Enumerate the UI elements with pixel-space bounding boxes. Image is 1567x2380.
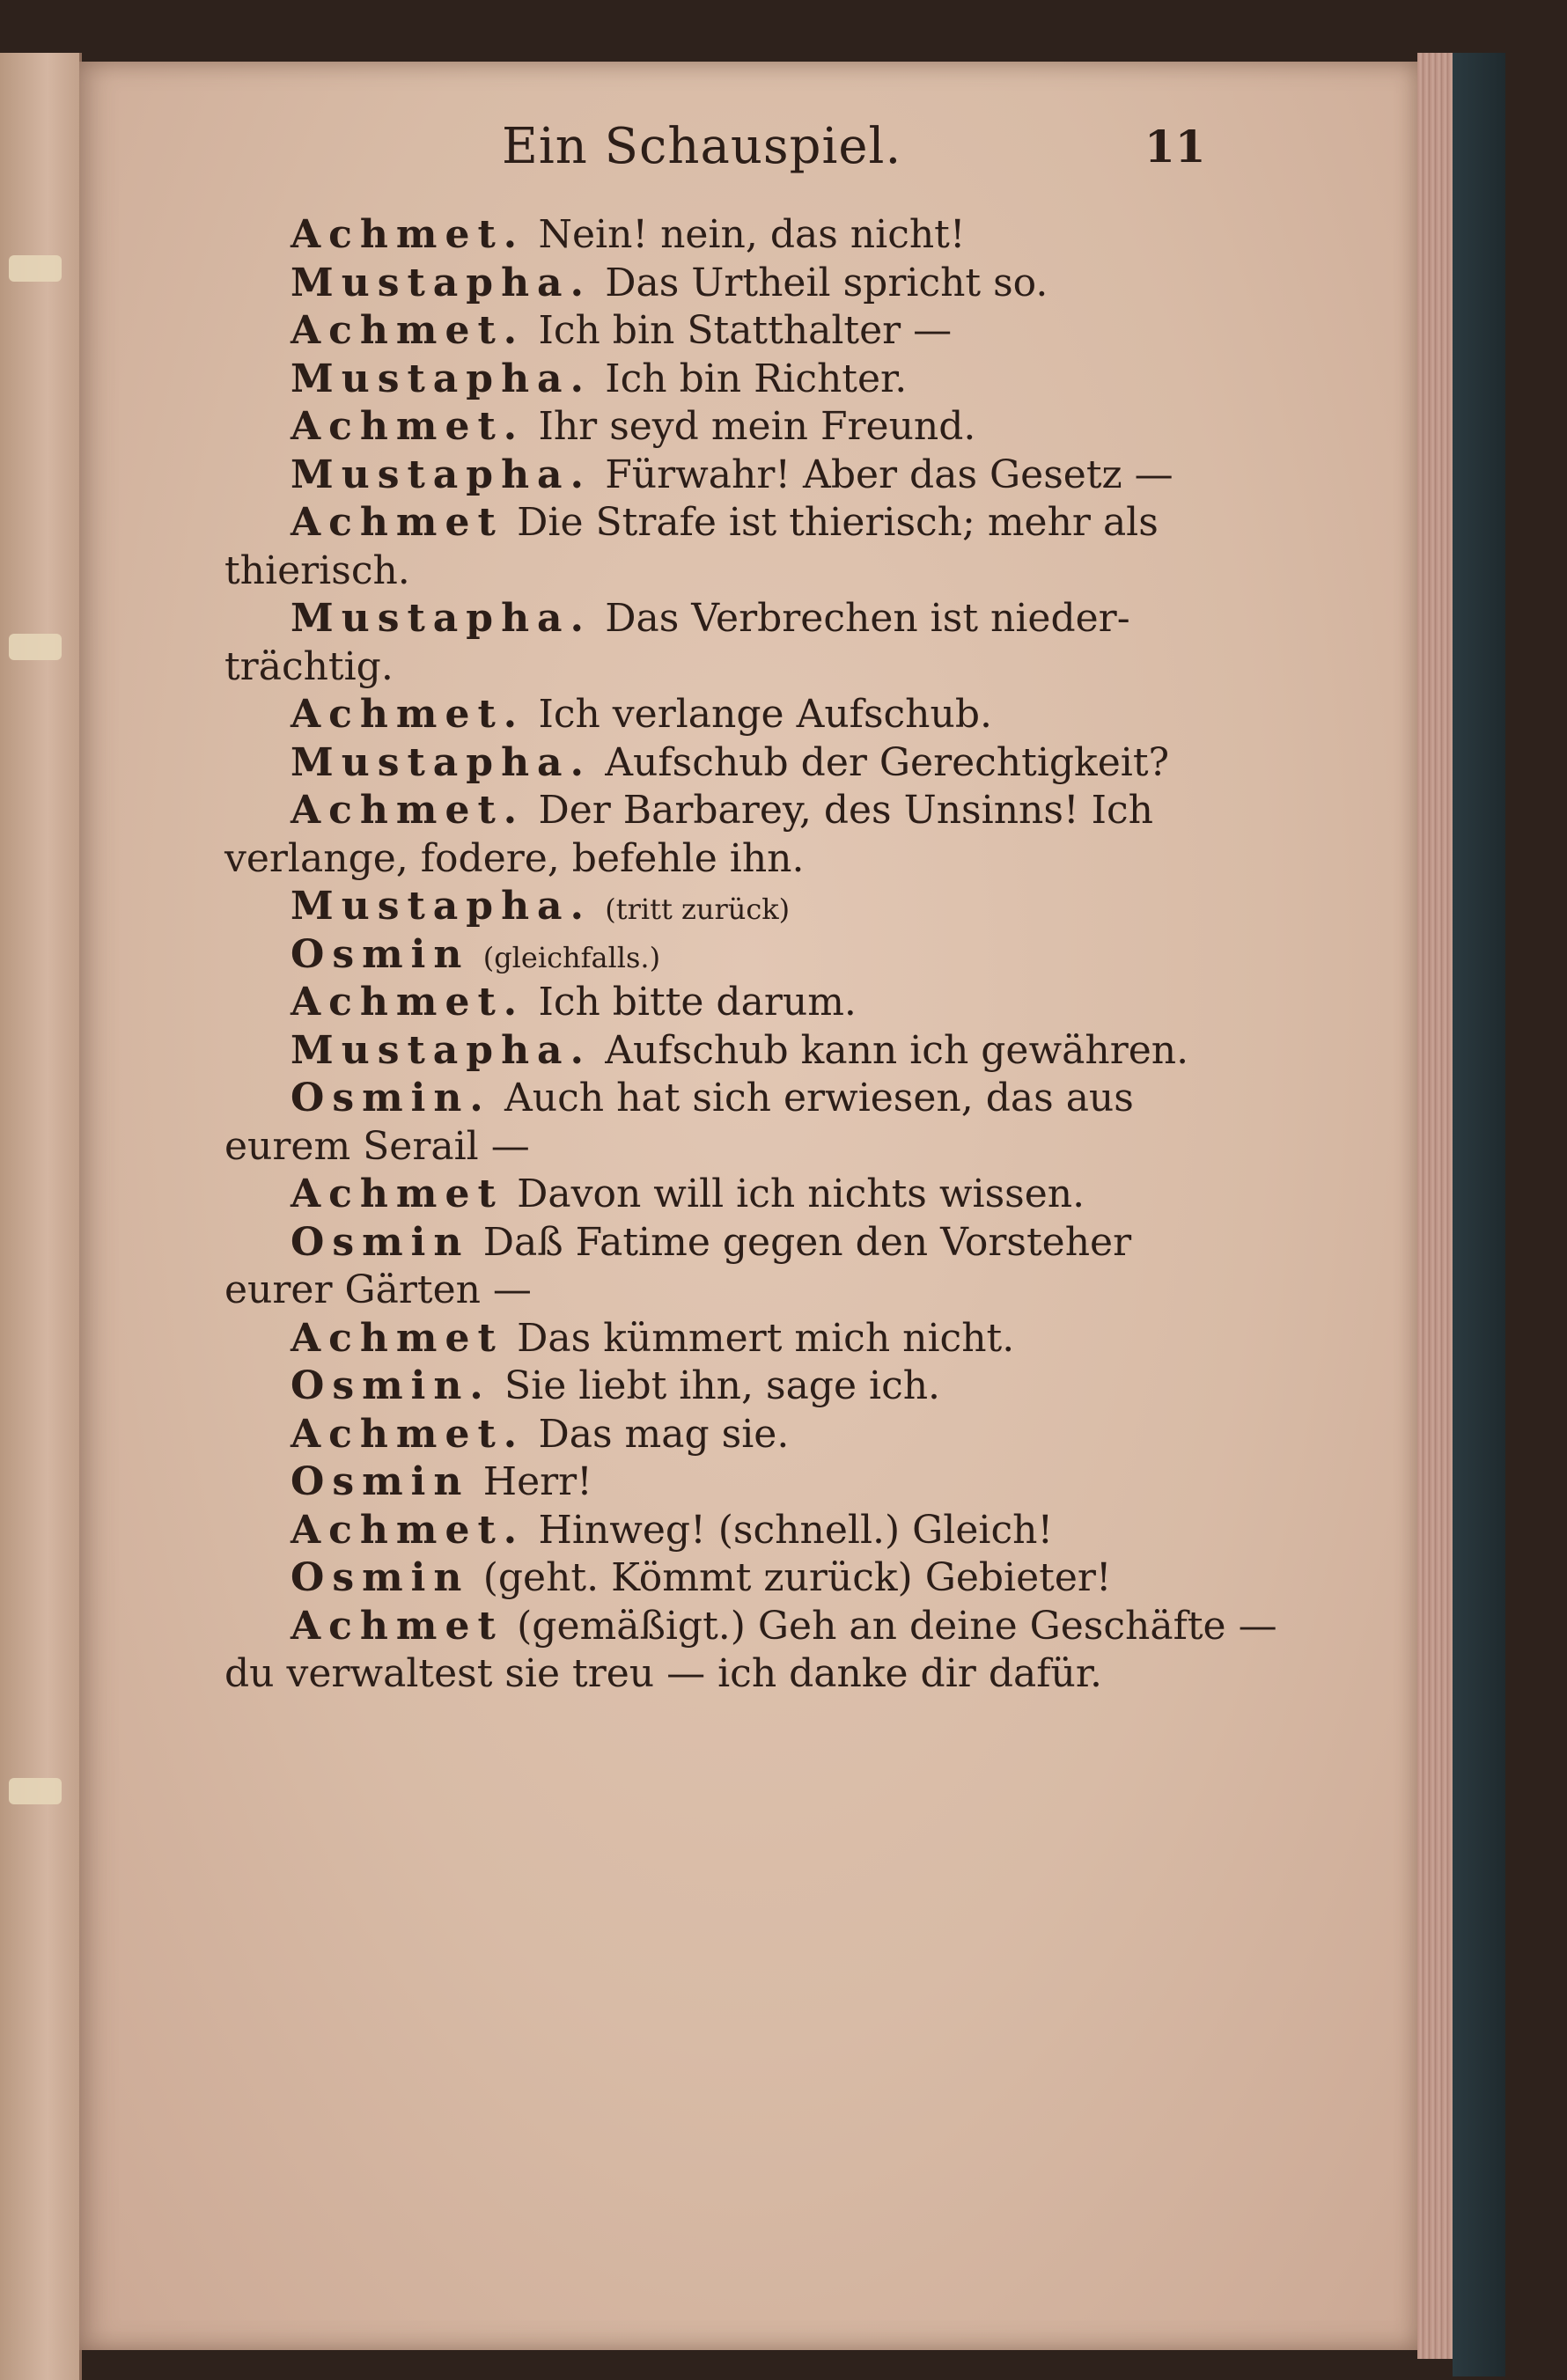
speech-text: Ich bin Statthalter — xyxy=(538,308,953,353)
speaker-name: Osmin xyxy=(291,1219,470,1265)
speaker-name: Achmet xyxy=(291,1172,504,1216)
stage-direction: (gleichfalls.) xyxy=(482,940,661,974)
dialogue-line xyxy=(211,739,1250,788)
speaker-name: Osmin. xyxy=(291,1363,491,1408)
dialogue-line xyxy=(211,1075,1250,1123)
dialogue-line xyxy=(211,452,1250,500)
page-header xyxy=(211,118,1250,211)
speech-text: Auch hat sich erwiesen, das aus xyxy=(504,1076,1134,1120)
dialogue-line xyxy=(211,403,1250,452)
speech-text: Aufschub der Gerechtigkeit? xyxy=(605,739,1170,785)
dialogue-line xyxy=(211,691,1250,739)
speech-text: Ich verlange Aufschub. xyxy=(538,692,993,737)
dialogue-line xyxy=(211,787,1250,835)
dialogue-line xyxy=(211,499,1250,547)
speaker-name: Mustapha. xyxy=(291,739,592,785)
dialogue-line xyxy=(211,1458,1250,1507)
speaker-name: Mustapha. xyxy=(291,884,592,929)
dialogue-line xyxy=(211,1027,1250,1076)
dialogue-line xyxy=(211,1267,1250,1315)
speech-text: Die Strafe ist thierisch; mehr als xyxy=(517,500,1159,545)
dialogue-line xyxy=(211,1315,1250,1363)
speaker-name: Mustapha. xyxy=(291,452,592,497)
speaker-name: Osmin xyxy=(291,1459,470,1504)
dialogue-line xyxy=(211,1603,1277,1651)
binding-thread xyxy=(9,634,62,660)
dialogue-line xyxy=(211,307,1250,356)
speaker-name: Osmin xyxy=(291,1555,470,1600)
speech-text: Ihr seyd mein Freund. xyxy=(538,404,976,449)
speech-text: thierisch. xyxy=(224,547,410,593)
speech-text: Hinweg! (schnell.) Gleich! xyxy=(538,1507,1054,1553)
dialogue-line xyxy=(211,211,1250,260)
speech-text: (geht. Kömmt zurück) Gebieter! xyxy=(482,1555,1112,1600)
binding-thread xyxy=(9,1778,62,1804)
speech-text: Ich bin Richter. xyxy=(605,356,908,401)
dialogue-line xyxy=(211,547,1250,596)
dialogue xyxy=(211,211,1277,1699)
speech-text: (gemäßigt.) Geh an deine Geschäfte — xyxy=(517,1603,1277,1649)
speaker-name: Osmin xyxy=(291,931,470,977)
speech-text: Daß Fatime gegen den Vorsteher xyxy=(482,1219,1132,1265)
speech-text: Das kümmert mich nicht. xyxy=(517,1315,1015,1361)
dialogue-line xyxy=(211,1411,1250,1459)
speech-text: Ich bitte darum. xyxy=(538,980,857,1025)
speaker-name: Achmet. xyxy=(291,788,526,833)
speech-text: eurem Serail — xyxy=(224,1123,530,1169)
binding-thread xyxy=(9,255,62,282)
speaker-name: Mustapha. xyxy=(291,260,592,305)
dialogue-line xyxy=(211,260,1250,308)
speaker-name: Achmet xyxy=(291,1315,504,1361)
stage-direction: (tritt zurück) xyxy=(605,892,791,926)
speech-text: Sie liebt ihn, sage ich. xyxy=(504,1363,941,1408)
speech-text: Das mag sie. xyxy=(538,1411,790,1457)
speaker-name: Achmet. xyxy=(291,212,526,257)
dialogue-line xyxy=(211,356,1250,404)
dialogue-line xyxy=(211,931,1250,980)
dialogue-line xyxy=(211,1363,1250,1411)
speaker-name: Achmet xyxy=(291,1603,504,1649)
speech-text: Davon will ich nichts wissen. xyxy=(517,1172,1085,1216)
dialogue-line xyxy=(211,1171,1250,1219)
speaker-name: Achmet. xyxy=(291,308,526,353)
speech-text: Herr! xyxy=(482,1459,592,1504)
speech-text: Fürwahr! Aber das Gesetz — xyxy=(605,452,1173,497)
speaker-name: Achmet. xyxy=(291,1411,526,1457)
dialogue-line xyxy=(211,1123,1250,1172)
speech-text: Das Verbrechen ist nieder- xyxy=(605,596,1130,641)
running-title: Ein Schauspiel. xyxy=(502,118,902,175)
dialogue-line xyxy=(211,1507,1250,1555)
speaker-name: Achmet. xyxy=(291,1507,526,1553)
speaker-name: Achmet. xyxy=(291,404,526,449)
dialogue-line xyxy=(211,1554,1250,1603)
dialogue-line xyxy=(211,979,1250,1027)
dialogue-line xyxy=(211,835,1250,884)
speech-text: Das Urtheil spricht so. xyxy=(605,260,1048,305)
speech-text: Der Barbarey, des Unsinns! Ich xyxy=(538,788,1153,833)
facing-page-edge xyxy=(0,53,82,2380)
dialogue-line xyxy=(211,643,1250,692)
speech-text: du verwaltest sie treu — ich danke dir dafür. xyxy=(224,1651,1103,1696)
speaker-name: Achmet xyxy=(291,500,504,545)
speaker-name: Achmet. xyxy=(291,980,526,1025)
page-stack-edge xyxy=(1417,53,1453,2359)
page-number: 11 xyxy=(1144,121,1206,173)
speaker-name: Mustapha. xyxy=(291,596,592,641)
speech-text: trächtig. xyxy=(224,643,394,689)
dialogue-line xyxy=(211,1650,1250,1699)
speaker-name: Osmin. xyxy=(291,1076,491,1120)
dialogue-line xyxy=(211,1219,1250,1267)
speech-text: eurer Gärten — xyxy=(224,1267,532,1312)
speech-text: Aufschub kann ich gewähren. xyxy=(605,1027,1189,1073)
dialogue-line xyxy=(211,595,1250,643)
speech-text: Nein! nein, das nicht! xyxy=(538,212,966,257)
page-text xyxy=(211,118,1277,1699)
speaker-name: Mustapha. xyxy=(291,356,592,401)
speaker-name: Achmet. xyxy=(291,692,526,737)
dialogue-line xyxy=(211,883,1250,931)
book-cover-edge xyxy=(1453,53,1505,2376)
speech-text: verlange, fodere, befehle ihn. xyxy=(224,835,805,881)
speaker-name: Mustapha. xyxy=(291,1027,592,1073)
